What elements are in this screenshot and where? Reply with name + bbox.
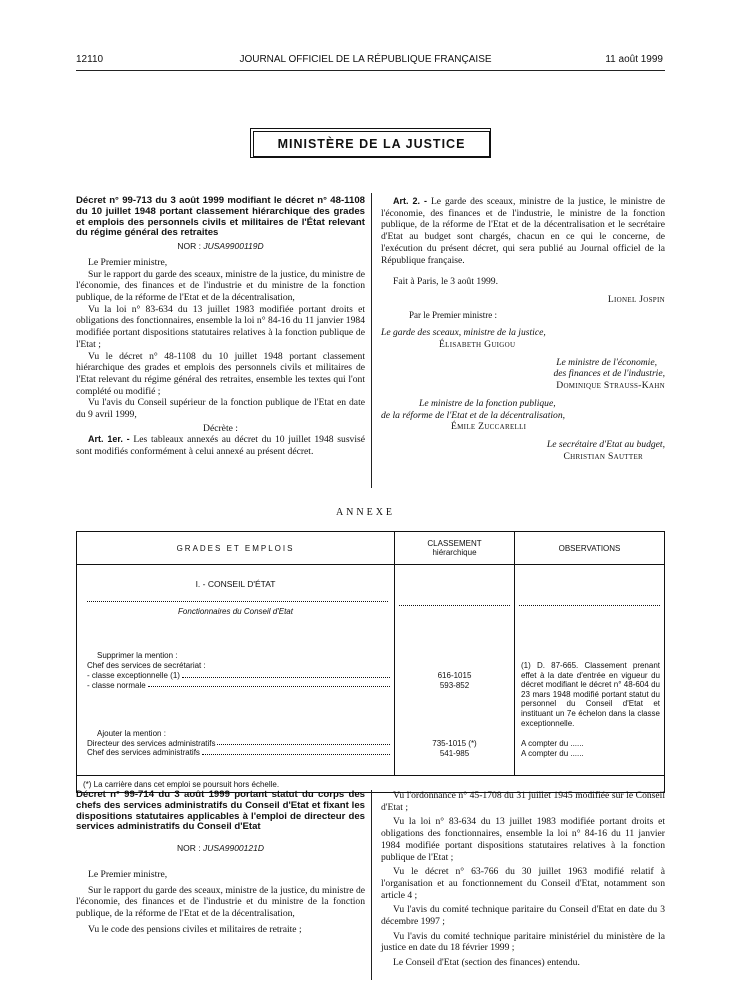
header-rule xyxy=(76,70,665,71)
annex-body-row xyxy=(77,565,665,776)
page-number: 12110 xyxy=(76,54,104,65)
signature-economie xyxy=(381,357,665,392)
decree2-right-para: Vu l'avis du comité technique paritaire ministériel du ministère de la justice en date du 18 février 1999 ; xyxy=(381,930,665,954)
sig4-name: Christian Sautter xyxy=(563,450,643,462)
art1-label: Art. 1er. - xyxy=(88,434,130,445)
art2-text: Le garde des sceaux, ministre de la justice, le ministre de l'économie, des finances et de l'industrie, le ministre de la fonction publique, de la réforme de l'Etat et de la décentralisation et le secrétaire d'Etat au budget sont chargés, chacun en ce qui le concerne, de l'exécution du présent décret, qui sera publié au Journal officiel de la République française. xyxy=(381,196,665,266)
decree2-right-para: Le Conseil d'Etat (section des finances) entendu. xyxy=(393,957,580,969)
annex-header-row xyxy=(77,532,665,565)
signature-fonction-publique xyxy=(381,398,665,433)
sig3-role-1: Le ministre de la fonction publique, xyxy=(419,397,556,409)
signature-budget xyxy=(381,439,665,462)
decree1-right-column xyxy=(381,196,665,462)
issue-date: 11 août 1999 xyxy=(605,54,663,65)
signature-justice xyxy=(381,327,665,350)
sig2-name: Dominique Strauss-Kahn xyxy=(556,380,665,392)
decree1-nor xyxy=(76,241,365,253)
sig3-role-2: de la réforme de l'Etat et de la décentralisation, xyxy=(381,409,566,421)
obs-note-1: (1) D. 87-665. Classement prenant effet à la date d'entrée en vigueur du décret modifiant le décret n° 48-604 du 23 mars 1948 modifié portant statut du personnel du Conseil d'Etat et instituant un 7e échelon dans la classe exceptionnelle. xyxy=(521,661,660,728)
annex-section: I. - CONSEIL D'ÉTAT xyxy=(195,579,276,589)
obs-chef: A compter du ...... xyxy=(521,748,584,758)
directeur-label: Directeur des services administratifs xyxy=(87,738,216,748)
annex-subsection: Fonctionnaires du Conseil d'Etat xyxy=(178,607,293,616)
par-le-premier-ministre: Par le Premier ministre : xyxy=(409,309,497,320)
annex-dotted-rule xyxy=(399,601,510,606)
row-classe-exc xyxy=(87,671,390,681)
decree2-nor xyxy=(76,843,365,855)
decree2-para: Le Premier ministre, xyxy=(88,868,168,880)
decrete: Décrète : xyxy=(203,422,238,434)
val-chef: 541-985 xyxy=(439,748,470,758)
decree2-para: Sur le rapport du garde des sceaux, ministre de la justice, du ministre de l'économie, des finances et de l'industrie et du ministre de la fonction publique, de la réforme de l'Etat et de la décentralisation, xyxy=(76,884,365,919)
annex-footnote: (*) La carrière dans cet emploi se poursuit hors échelle. xyxy=(77,776,665,793)
signature-pm: Lionel Jospin xyxy=(607,293,665,305)
annex-dotted-rule xyxy=(87,597,388,602)
article-2 xyxy=(381,196,665,266)
decree2-title: Décret n° 99-714 du 3 août 1999 portant statut du corps des chefs des services administratifs du Conseil d'Etat et fixant les dispositions statutaires applicables à l'emploi de directeur des services administratifs du Conseil d'Etat xyxy=(76,789,365,833)
sig1-role: Le garde des sceaux, ministre de la justice, xyxy=(381,327,546,339)
annex-suppr-block xyxy=(87,651,206,670)
decree1-para: Vu le décret n° 48-1108 du 10 juillet 1948 portant classement hiérarchique des grades et emplois des personnels civils et militaires de l'Etat relevant du régime général des retraites, ensemble les textes qui l'ont complété ou modifié ; xyxy=(76,350,365,397)
chef-secretariat: Chef des services de secrétariat : xyxy=(87,660,206,670)
row-directeur xyxy=(87,739,390,749)
classe-exc-label: - classe exceptionnelle (1) xyxy=(87,671,180,680)
annex-table xyxy=(76,531,665,793)
journal-title: JOURNAL OFFICIEL DE LA RÉPUBLIQUE FRANÇAISE xyxy=(239,54,492,65)
sig3-name: Émile Zuccarelli xyxy=(451,421,527,433)
row-chef-services xyxy=(87,748,390,758)
annex-classes xyxy=(87,671,390,690)
ajouter-label: Ajouter la mention : xyxy=(97,729,166,738)
val-exc: 616-1015 xyxy=(437,671,472,680)
decree1-left-column xyxy=(76,196,365,458)
decree1-para: Sur le rapport du garde des sceaux, ministre de la justice, du ministre de l'économie, des finances et de l'industrie et du ministre de la fonction publique, de la réforme de l'Etat et de la décentralisation, xyxy=(76,268,365,303)
sig2-role-1: Le ministre de l'économie, xyxy=(556,356,657,368)
nor-label: NOR : xyxy=(177,241,201,252)
decree2-right-para: Vu l'ordonnance n° 45-1708 du 31 juillet 1945 modifiée sur le Conseil d'Etat ; xyxy=(381,790,665,813)
chef-services-label: Chef des services administratifs xyxy=(87,748,200,757)
annex-dotted-rule xyxy=(519,601,660,606)
annex-obs-dates xyxy=(521,739,584,758)
nor-value: JUSA9900119D xyxy=(203,241,264,252)
col-classement-line1: CLASSEMENT xyxy=(427,539,482,548)
sig4-role: Le secrétaire d'Etat au budget, xyxy=(546,438,665,450)
art1-text: Les tableaux annexés au décret du 10 juillet 1948 susvisé sont modifiés conformément à celui annexé au présent décret. xyxy=(76,434,366,458)
annexe-heading: ANNEXE xyxy=(335,507,396,518)
nor-label: NOR : xyxy=(177,843,201,854)
decree1-para: Vu l'avis du Conseil supérieur de la fonction publique de l'Etat en date du 9 avril 1999, xyxy=(76,397,365,421)
row-classe-norm xyxy=(87,681,390,691)
col-observations-header: OBSERVATIONS xyxy=(515,532,665,565)
nor-value: JUSA9900121D xyxy=(203,843,264,854)
decree2-right-column xyxy=(381,790,665,969)
decree2-left-column xyxy=(76,790,365,935)
annex-old-values xyxy=(395,671,514,690)
val-norm: 593-852 xyxy=(439,680,470,690)
annex-new-values xyxy=(395,739,514,758)
decree1-title: Décret n° 99-713 du 3 août 1999 modifiant le décret n° 48-1108 du 10 juillet 1948 portant classement hiérarchique des grades et emplois des personnels civils et militaires de l'État relevant du régime général des retraites xyxy=(76,195,365,239)
column-divider xyxy=(371,193,372,488)
sig2-role-2: des finances et de l'industrie, xyxy=(553,368,665,380)
decree2-right-para: Vu l'avis du comité technique paritaire du Conseil d'Etat en date du 3 décembre 1997 ; xyxy=(381,904,665,928)
annex-classement-cell xyxy=(395,565,515,776)
val-dir: 735-1015 (*) xyxy=(432,739,477,748)
column-divider-2 xyxy=(371,790,372,980)
annex-grades-cell xyxy=(77,565,395,776)
annex-observations-cell xyxy=(515,565,665,776)
obs-dir: A compter du ...... xyxy=(521,739,584,748)
decree1-para: Vu la loi n° 83-634 du 13 juillet 1983 modifiée portant droits et obligations des fonctionnaires, ensemble la loi n° 84-16 du 11 janvier 1984 modifiée portant dispositions statutaires relatives à la fonction publique de l'Etat ; xyxy=(76,303,365,350)
ministry-heading: MINISTÈRE DE LA JUSTICE xyxy=(253,131,490,157)
annex-ajouter-block xyxy=(87,729,390,758)
suppr-label: Supprimer la mention : xyxy=(97,651,178,660)
decree2-right-para: Vu le décret n° 63-766 du 30 juillet 1963 modifié relatif à l'organisation et au fonctionnement du Conseil d'Etat, notamment son article 4 ; xyxy=(381,866,665,901)
col-classement-header xyxy=(395,532,515,565)
sig1-name: Élisabeth Guigou xyxy=(439,339,516,351)
decree2-para: Vu le code des pensions civiles et militaires de retraite ; xyxy=(88,923,302,935)
art2-label: Art. 2. - xyxy=(393,196,428,206)
col-classement-line2: hiérarchique xyxy=(432,548,477,557)
decree1-para: Le Premier ministre, xyxy=(88,256,168,268)
col-grades-header: GRADES ET EMPLOIS xyxy=(77,532,395,565)
fait-a-paris: Fait à Paris, le 3 août 1999. xyxy=(393,276,498,288)
article-1 xyxy=(76,434,365,457)
decree2-right-para: Vu la loi n° 83-634 du 13 juillet 1983 modifiée portant droits et obligations des fonctionnaires, ensemble la loi n° 84-16 du 11 janvier 1984 modifiée portant dispositions statutaires relatives à la fonction publique de l'Etat ; xyxy=(381,816,665,863)
classe-norm-label: - classe normale xyxy=(87,680,146,690)
